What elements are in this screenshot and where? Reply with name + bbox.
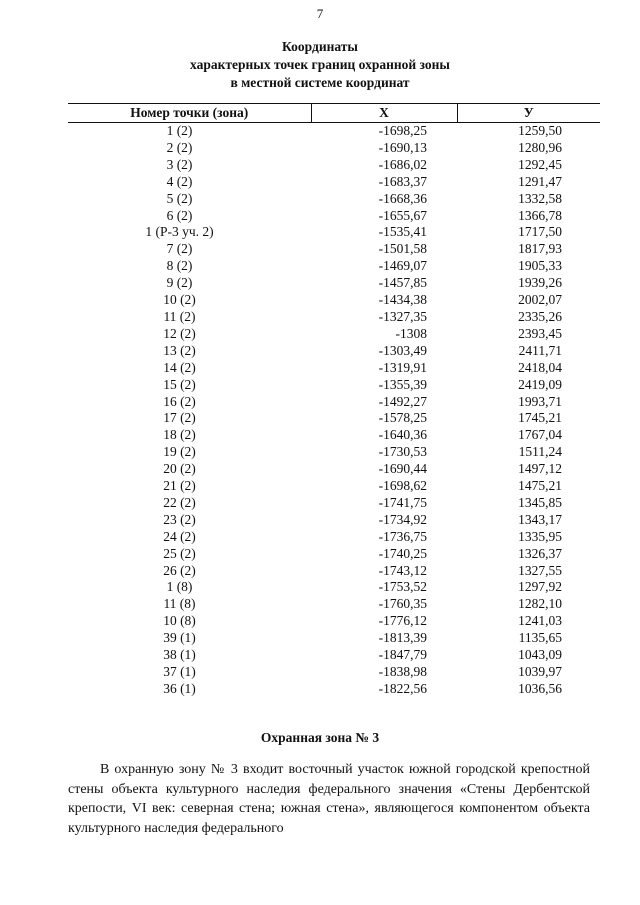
table-row bbox=[68, 478, 600, 495]
cell-point-number: 25 (2) bbox=[163, 545, 196, 561]
cell-point-number: 8 (2) bbox=[166, 258, 193, 274]
cell-y: 2419,09 bbox=[518, 376, 562, 392]
table-row bbox=[68, 664, 600, 681]
cell-x: -1355,39 bbox=[378, 376, 427, 392]
cell-point-number: 2 (2) bbox=[166, 139, 193, 155]
cell-point-number: 20 (2) bbox=[163, 461, 196, 477]
cell-y: 1036,56 bbox=[518, 680, 562, 696]
cell-x: -1760,35 bbox=[378, 596, 427, 612]
table-row bbox=[68, 596, 600, 613]
cell-x: -1740,25 bbox=[378, 545, 427, 561]
cell-x: -1690,44 bbox=[378, 461, 427, 477]
table-row bbox=[68, 191, 600, 208]
cell-point-number: 1 (2) bbox=[166, 123, 193, 138]
cell-y: 1717,50 bbox=[518, 224, 562, 240]
table-row bbox=[68, 123, 600, 140]
cell-point-number: 6 (2) bbox=[166, 207, 193, 223]
cell-y: 1335,95 bbox=[518, 528, 562, 544]
cell-x: -1308 bbox=[395, 325, 427, 341]
cell-x: -1535,41 bbox=[378, 224, 427, 240]
table-row bbox=[68, 546, 600, 563]
cell-x: -1469,07 bbox=[378, 258, 427, 274]
cell-y: 1282,10 bbox=[518, 596, 562, 612]
cell-x: -1698,25 bbox=[378, 123, 427, 138]
table-row bbox=[68, 377, 600, 394]
cell-x: -1743,12 bbox=[378, 562, 427, 578]
cell-x: -1457,85 bbox=[378, 275, 427, 291]
cell-x: -1492,27 bbox=[378, 393, 427, 409]
cell-y: 1326,37 bbox=[518, 545, 562, 561]
table-row bbox=[68, 529, 600, 546]
cell-y: 1291,47 bbox=[518, 173, 562, 189]
cell-x: -1319,91 bbox=[378, 359, 427, 375]
table-row bbox=[68, 461, 600, 478]
cell-y: 1135,65 bbox=[518, 630, 562, 646]
cell-x: -1838,98 bbox=[378, 664, 427, 679]
cell-point-number: 10 (8) bbox=[163, 613, 196, 629]
cell-x: -1578,25 bbox=[378, 410, 427, 426]
header-x: X bbox=[311, 104, 457, 123]
cell-point-number: 16 (2) bbox=[163, 393, 196, 409]
cell-x: -1501,58 bbox=[378, 241, 427, 257]
cell-point-number: 14 (2) bbox=[163, 359, 196, 375]
cell-point-number: 37 (1) bbox=[163, 664, 196, 679]
table-row bbox=[68, 241, 600, 258]
cell-y: 1993,71 bbox=[518, 393, 562, 409]
cell-x: -1847,79 bbox=[378, 647, 427, 663]
cell-point-number: 23 (2) bbox=[163, 511, 196, 527]
cell-y: 1817,93 bbox=[518, 241, 562, 257]
table-row bbox=[68, 140, 600, 157]
cell-point-number: 11 (2) bbox=[163, 308, 196, 324]
cell-point-number: 18 (2) bbox=[163, 427, 196, 443]
table-row bbox=[68, 157, 600, 174]
cell-point-number: 19 (2) bbox=[163, 444, 196, 460]
cell-point-number: 15 (2) bbox=[163, 376, 196, 392]
cell-x: -1822,56 bbox=[378, 680, 427, 696]
cell-x: -1303,49 bbox=[378, 342, 427, 358]
cell-y: 2002,07 bbox=[518, 292, 562, 308]
cell-point-number: 5 (2) bbox=[166, 190, 193, 206]
cell-y: 1745,21 bbox=[518, 410, 562, 426]
cell-y: 1327,55 bbox=[518, 562, 562, 578]
table-row bbox=[68, 512, 600, 529]
body-paragraph: В охранную зону № 3 входит восточный участок южной городской крепостной стены объекта культурного наследия федерального значения «Стены Дербентской крепости, VI век: северная стена; южная стена», являющегося компонентом объекта культурного наследия федерального bbox=[68, 762, 590, 836]
cell-y: 2335,26 bbox=[518, 308, 562, 324]
table-row bbox=[68, 427, 600, 444]
table-row bbox=[68, 394, 600, 411]
cell-y: 1497,12 bbox=[518, 461, 562, 477]
header-y: У bbox=[457, 104, 600, 123]
cell-y: 1475,21 bbox=[518, 478, 562, 494]
cell-point-number: 17 (2) bbox=[163, 410, 196, 426]
cell-point-number: 38 (1) bbox=[163, 647, 196, 663]
table-row bbox=[68, 174, 600, 191]
cell-x: -1434,38 bbox=[378, 292, 427, 308]
cell-x: -1698,62 bbox=[378, 478, 427, 494]
cell-x: -1690,13 bbox=[378, 139, 427, 155]
cell-y: 1767,04 bbox=[518, 427, 562, 443]
cell-point-number: 13 (2) bbox=[163, 342, 196, 358]
cell-x: -1734,92 bbox=[378, 511, 427, 527]
cell-x: -1813,39 bbox=[378, 630, 427, 646]
cell-x: -1736,75 bbox=[378, 528, 427, 544]
table-row bbox=[68, 275, 600, 292]
table-row bbox=[68, 495, 600, 512]
table-body bbox=[68, 123, 600, 698]
table-row bbox=[68, 681, 600, 698]
cell-point-number: 39 (1) bbox=[163, 630, 196, 646]
cell-x: -1741,75 bbox=[378, 494, 427, 510]
cell-y: 2418,04 bbox=[518, 359, 562, 375]
title-line-2: характерных точек границ охранной зоны bbox=[190, 57, 450, 72]
table-row bbox=[68, 647, 600, 664]
cell-y: 1332,58 bbox=[518, 190, 562, 206]
table-header-row bbox=[68, 104, 600, 123]
cell-x: -1327,35 bbox=[378, 308, 427, 324]
cell-y: 1345,85 bbox=[518, 494, 562, 510]
table-row bbox=[68, 563, 600, 580]
cell-x: -1753,52 bbox=[378, 579, 427, 595]
cell-y: 1297,92 bbox=[518, 579, 562, 595]
cell-point-number: 36 (1) bbox=[163, 680, 196, 696]
table-row bbox=[68, 360, 600, 377]
cell-x: -1683,37 bbox=[378, 173, 427, 189]
cell-y: 1241,03 bbox=[518, 613, 562, 629]
title-line-1: Координаты bbox=[282, 39, 358, 54]
cell-point-number: 7 (2) bbox=[166, 241, 193, 257]
cell-x: -1640,36 bbox=[378, 427, 427, 443]
page-number: 7 bbox=[316, 6, 324, 21]
table-row bbox=[68, 613, 600, 630]
table-row bbox=[68, 224, 600, 241]
cell-point-number: 4 (2) bbox=[166, 173, 193, 189]
table-row bbox=[68, 579, 600, 596]
cell-x: -1730,53 bbox=[378, 444, 427, 460]
cell-y: 1043,09 bbox=[518, 647, 562, 663]
coordinates-table bbox=[68, 103, 600, 698]
table-title bbox=[0, 38, 640, 92]
cell-point-number: 22 (2) bbox=[163, 494, 196, 510]
cell-x: -1776,12 bbox=[378, 613, 427, 629]
table-row bbox=[68, 630, 600, 647]
table-row bbox=[68, 309, 600, 326]
title-line-3: в местной системе координат bbox=[230, 75, 410, 90]
cell-point-number: 11 (8) bbox=[163, 596, 196, 612]
cell-point-number: 24 (2) bbox=[163, 528, 196, 544]
cell-y: 1259,50 bbox=[518, 123, 562, 138]
header-point-number: Номер точки (зона) bbox=[68, 104, 311, 123]
table-row bbox=[68, 444, 600, 461]
cell-point-number: 1 (8) bbox=[166, 579, 193, 595]
table-row bbox=[68, 258, 600, 275]
cell-point-number: 9 (2) bbox=[166, 275, 193, 291]
cell-y: 1039,97 bbox=[518, 664, 562, 679]
cell-point-number: 12 (2) bbox=[163, 325, 196, 341]
cell-x: -1668,36 bbox=[378, 190, 427, 206]
cell-x: -1686,02 bbox=[378, 156, 427, 172]
cell-y: 2411,71 bbox=[518, 342, 562, 358]
cell-y: 1366,78 bbox=[518, 207, 562, 223]
cell-point-number: 21 (2) bbox=[163, 478, 196, 494]
table-row bbox=[68, 410, 600, 427]
cell-point-number: 3 (2) bbox=[166, 156, 193, 172]
table-row bbox=[68, 326, 600, 343]
cell-y: 1939,26 bbox=[518, 275, 562, 291]
cell-y: 1905,33 bbox=[518, 258, 562, 274]
cell-y: 1343,17 bbox=[518, 511, 562, 527]
cell-point-number: 10 (2) bbox=[163, 292, 196, 308]
table-row bbox=[68, 292, 600, 309]
cell-point-number: 26 (2) bbox=[163, 562, 196, 578]
table-row bbox=[68, 208, 600, 225]
cell-point-number: 1 (Р-3 уч. 2) bbox=[145, 224, 214, 240]
cell-y: 1280,96 bbox=[518, 139, 562, 155]
table-row bbox=[68, 343, 600, 360]
cell-y: 1292,45 bbox=[518, 156, 562, 172]
section-heading: Охранная зона № 3 bbox=[260, 730, 380, 745]
cell-y: 2393,45 bbox=[518, 325, 562, 341]
cell-y: 1511,24 bbox=[518, 444, 562, 460]
cell-x: -1655,67 bbox=[378, 207, 427, 223]
